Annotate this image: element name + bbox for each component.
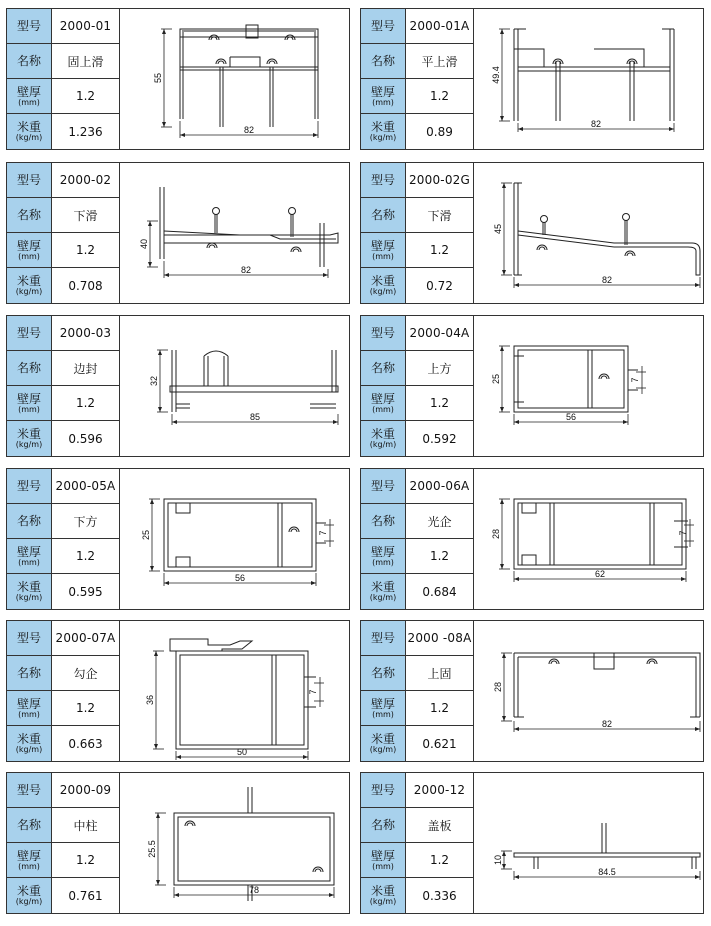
name-row bbox=[361, 504, 473, 539]
profile-card bbox=[6, 315, 350, 457]
width-dimension: 78 bbox=[248, 885, 260, 895]
wall-value: 1.2 bbox=[75, 549, 96, 563]
wall-label: 壁厚 (mm) bbox=[361, 233, 406, 267]
profile-cross-section-svg bbox=[474, 316, 703, 456]
profile-drawing bbox=[120, 469, 349, 609]
weight-row bbox=[361, 114, 473, 149]
name-row bbox=[7, 808, 119, 843]
weight-value: 0.596 bbox=[68, 431, 103, 446]
wall-label: 壁厚 (mm) bbox=[7, 843, 52, 877]
wall-label: 壁厚 (mm) bbox=[361, 843, 406, 877]
wall-row bbox=[7, 539, 119, 574]
weight-label: 米重 (kg/m) bbox=[7, 574, 52, 609]
profile-card bbox=[6, 162, 350, 304]
wall-label: 壁厚 (mm) bbox=[7, 691, 52, 725]
slot-dimension: 7 bbox=[318, 530, 328, 536]
profile-card bbox=[360, 620, 704, 762]
name-row bbox=[7, 351, 119, 386]
weight-value: 0.592 bbox=[422, 431, 457, 446]
profile-drawing bbox=[474, 316, 703, 456]
profile-card bbox=[6, 8, 350, 150]
name-label: 名称 bbox=[361, 656, 406, 690]
slot-dimension: 7 bbox=[308, 689, 318, 695]
weight-row bbox=[7, 421, 119, 456]
profile-cross-section-svg bbox=[474, 621, 703, 761]
model-row bbox=[361, 163, 473, 198]
spec-table bbox=[7, 469, 120, 609]
profile-cross-section-svg bbox=[120, 621, 349, 761]
name-row bbox=[7, 504, 119, 539]
model-label: 型号 bbox=[361, 9, 406, 43]
model-row bbox=[7, 773, 119, 808]
wall-value: 1.2 bbox=[75, 89, 96, 103]
weight-label: 米重 (kg/m) bbox=[7, 878, 52, 913]
wall-row bbox=[361, 539, 473, 574]
wall-label: 壁厚 (mm) bbox=[361, 79, 406, 113]
name-value: 上固 bbox=[427, 666, 452, 681]
wall-value: 1.2 bbox=[75, 853, 96, 867]
profile-cross-section-svg bbox=[474, 773, 703, 913]
profile-cross-section-svg bbox=[120, 163, 349, 303]
name-value: 边封 bbox=[73, 361, 98, 376]
name-row bbox=[7, 44, 119, 79]
name-value: 勾企 bbox=[73, 666, 98, 681]
model-value: 2000-04A bbox=[409, 326, 470, 340]
height-dimension: 28 bbox=[493, 681, 503, 693]
height-dimension: 28 bbox=[491, 528, 501, 540]
wall-label: 壁厚 (mm) bbox=[7, 233, 52, 267]
wall-value: 1.2 bbox=[429, 853, 450, 867]
width-dimension: 56 bbox=[565, 412, 577, 422]
weight-label: 米重 (kg/m) bbox=[361, 878, 406, 913]
width-dimension: 82 bbox=[243, 125, 255, 135]
name-value: 上方 bbox=[427, 361, 452, 376]
model-value: 2000 -08A bbox=[407, 631, 472, 645]
name-label: 名称 bbox=[7, 198, 52, 232]
width-dimension: 82 bbox=[590, 119, 602, 129]
profile-drawing bbox=[474, 621, 703, 761]
profile-cross-section-svg bbox=[474, 9, 703, 149]
width-dimension: 82 bbox=[601, 275, 613, 285]
weight-value: 0.72 bbox=[426, 278, 453, 293]
wall-value: 1.2 bbox=[429, 243, 450, 257]
wall-row bbox=[361, 79, 473, 114]
profile-drawing bbox=[474, 773, 703, 913]
model-label: 型号 bbox=[361, 621, 406, 655]
model-row bbox=[7, 316, 119, 351]
model-label: 型号 bbox=[7, 621, 52, 655]
model-label: 型号 bbox=[361, 469, 406, 503]
profile-card bbox=[6, 468, 350, 610]
name-label: 名称 bbox=[7, 808, 52, 842]
model-value: 2000-09 bbox=[59, 783, 112, 797]
spec-table bbox=[361, 163, 474, 303]
spec-table bbox=[7, 773, 120, 913]
weight-row bbox=[7, 574, 119, 609]
wall-row bbox=[361, 233, 473, 268]
model-row bbox=[7, 163, 119, 198]
model-label: 型号 bbox=[7, 9, 52, 43]
wall-row bbox=[361, 386, 473, 421]
name-value: 固上滑 bbox=[67, 54, 104, 69]
spec-table bbox=[7, 621, 120, 761]
wall-value: 1.2 bbox=[75, 396, 96, 410]
name-label: 名称 bbox=[7, 44, 52, 78]
weight-label: 米重 (kg/m) bbox=[361, 726, 406, 761]
name-row bbox=[361, 44, 473, 79]
profile-card bbox=[360, 468, 704, 610]
width-dimension: 56 bbox=[234, 573, 246, 583]
weight-label: 米重 (kg/m) bbox=[7, 421, 52, 456]
spec-table bbox=[7, 9, 120, 149]
name-label: 名称 bbox=[361, 504, 406, 538]
model-label: 型号 bbox=[7, 773, 52, 807]
wall-row bbox=[7, 79, 119, 114]
width-dimension: 82 bbox=[240, 265, 252, 275]
weight-row bbox=[7, 726, 119, 761]
profile-cross-section-svg bbox=[120, 316, 349, 456]
name-row bbox=[7, 198, 119, 233]
name-value: 下滑 bbox=[73, 208, 98, 223]
name-value: 下方 bbox=[73, 514, 98, 529]
spec-table bbox=[361, 316, 474, 456]
wall-row bbox=[361, 843, 473, 878]
spec-table bbox=[361, 621, 474, 761]
profile-cross-section-svg bbox=[120, 773, 349, 913]
weight-value: 0.336 bbox=[422, 888, 457, 903]
weight-label: 米重 (kg/m) bbox=[361, 114, 406, 149]
width-dimension: 50 bbox=[236, 747, 248, 757]
profile-cross-section-svg bbox=[474, 469, 703, 609]
model-value: 2000-06A bbox=[409, 479, 470, 493]
model-value: 2000-12 bbox=[413, 783, 466, 797]
wall-value: 1.2 bbox=[429, 701, 450, 715]
profile-drawing bbox=[120, 316, 349, 456]
profile-cross-section-svg bbox=[474, 163, 703, 303]
width-dimension: 84.5 bbox=[598, 867, 616, 877]
model-value: 2000-01 bbox=[59, 19, 112, 33]
model-label: 型号 bbox=[7, 316, 52, 350]
height-dimension: 25.5 bbox=[147, 840, 157, 858]
model-row bbox=[7, 9, 119, 44]
name-value: 盖板 bbox=[427, 818, 452, 833]
spec-table bbox=[361, 469, 474, 609]
height-dimension: 55 bbox=[153, 72, 163, 84]
slot-dimension: 7 bbox=[678, 530, 688, 536]
weight-row bbox=[361, 268, 473, 303]
profile-drawing bbox=[120, 163, 349, 303]
height-dimension: 49.4 bbox=[491, 66, 501, 84]
spec-table bbox=[361, 9, 474, 149]
profile-drawing bbox=[120, 773, 349, 913]
model-row bbox=[7, 621, 119, 656]
weight-row bbox=[361, 726, 473, 761]
profile-card bbox=[360, 772, 704, 914]
wall-row bbox=[361, 691, 473, 726]
weight-value: 0.89 bbox=[426, 124, 453, 139]
model-row bbox=[361, 469, 473, 504]
height-dimension: 32 bbox=[149, 375, 159, 387]
spec-table bbox=[361, 773, 474, 913]
profile-drawing bbox=[120, 621, 349, 761]
weight-row bbox=[7, 878, 119, 913]
weight-value: 0.761 bbox=[68, 888, 103, 903]
wall-value: 1.2 bbox=[75, 243, 96, 257]
weight-row bbox=[361, 878, 473, 913]
name-row bbox=[361, 198, 473, 233]
name-value: 中柱 bbox=[73, 818, 98, 833]
width-dimension: 62 bbox=[594, 569, 606, 579]
name-label: 名称 bbox=[361, 351, 406, 385]
name-row bbox=[361, 808, 473, 843]
wall-label: 壁厚 (mm) bbox=[361, 386, 406, 420]
name-value: 平上滑 bbox=[421, 54, 458, 69]
model-label: 型号 bbox=[361, 163, 406, 197]
profile-card bbox=[6, 620, 350, 762]
wall-label: 壁厚 (mm) bbox=[7, 79, 52, 113]
model-label: 型号 bbox=[361, 316, 406, 350]
profile-card bbox=[360, 315, 704, 457]
name-label: 名称 bbox=[361, 44, 406, 78]
model-label: 型号 bbox=[7, 163, 52, 197]
slot-dimension: 7 bbox=[630, 377, 640, 383]
model-row bbox=[361, 773, 473, 808]
weight-label: 米重 (kg/m) bbox=[361, 421, 406, 456]
spec-table bbox=[7, 163, 120, 303]
weight-row bbox=[7, 114, 119, 149]
wall-label: 壁厚 (mm) bbox=[361, 539, 406, 573]
name-row bbox=[7, 656, 119, 691]
profile-card bbox=[360, 162, 704, 304]
height-dimension: 10 bbox=[493, 854, 503, 866]
profile-drawing bbox=[474, 163, 703, 303]
weight-value: 0.663 bbox=[68, 736, 103, 751]
name-row bbox=[361, 351, 473, 386]
height-dimension: 40 bbox=[139, 238, 149, 250]
wall-row bbox=[7, 691, 119, 726]
weight-value: 0.708 bbox=[68, 278, 103, 293]
model-value: 2000-05A bbox=[55, 479, 116, 493]
model-value: 2000-02G bbox=[408, 173, 471, 187]
model-value: 2000-03 bbox=[59, 326, 112, 340]
name-label: 名称 bbox=[7, 504, 52, 538]
weight-row bbox=[361, 574, 473, 609]
model-row bbox=[361, 621, 473, 656]
weight-row bbox=[361, 421, 473, 456]
profile-card bbox=[360, 8, 704, 150]
weight-value: 0.595 bbox=[68, 584, 103, 599]
model-row bbox=[7, 469, 119, 504]
profile-card bbox=[6, 772, 350, 914]
name-label: 名称 bbox=[361, 808, 406, 842]
profile-cross-section-svg bbox=[120, 9, 349, 149]
height-dimension: 25 bbox=[491, 373, 501, 385]
model-row bbox=[361, 316, 473, 351]
name-label: 名称 bbox=[7, 351, 52, 385]
wall-row bbox=[7, 843, 119, 878]
model-value: 2000-01A bbox=[409, 19, 470, 33]
height-dimension: 45 bbox=[493, 223, 503, 235]
profile-drawing bbox=[474, 469, 703, 609]
model-label: 型号 bbox=[7, 469, 52, 503]
width-dimension: 85 bbox=[249, 412, 261, 422]
height-dimension: 36 bbox=[145, 694, 155, 706]
wall-label: 壁厚 (mm) bbox=[7, 386, 52, 420]
weight-value: 0.621 bbox=[422, 736, 457, 751]
model-value: 2000-07A bbox=[55, 631, 116, 645]
weight-row bbox=[7, 268, 119, 303]
wall-value: 1.2 bbox=[429, 396, 450, 410]
weight-label: 米重 (kg/m) bbox=[7, 726, 52, 761]
weight-label: 米重 (kg/m) bbox=[361, 574, 406, 609]
weight-label: 米重 (kg/m) bbox=[7, 268, 52, 303]
profile-cross-section-svg bbox=[120, 469, 349, 609]
profile-drawing bbox=[474, 9, 703, 149]
model-label: 型号 bbox=[361, 773, 406, 807]
model-value: 2000-02 bbox=[59, 173, 112, 187]
weight-label: 米重 (kg/m) bbox=[7, 114, 52, 149]
model-row bbox=[361, 9, 473, 44]
wall-row bbox=[7, 386, 119, 421]
wall-row bbox=[7, 233, 119, 268]
name-label: 名称 bbox=[361, 198, 406, 232]
wall-value: 1.2 bbox=[75, 701, 96, 715]
name-value: 光企 bbox=[427, 514, 452, 529]
name-label: 名称 bbox=[7, 656, 52, 690]
weight-label: 米重 (kg/m) bbox=[361, 268, 406, 303]
width-dimension: 82 bbox=[601, 719, 613, 729]
profile-drawing bbox=[120, 9, 349, 149]
name-value: 下滑 bbox=[427, 208, 452, 223]
wall-label: 壁厚 (mm) bbox=[361, 691, 406, 725]
wall-value: 1.2 bbox=[429, 89, 450, 103]
height-dimension: 25 bbox=[141, 529, 151, 541]
weight-value: 0.684 bbox=[422, 584, 457, 599]
wall-value: 1.2 bbox=[429, 549, 450, 563]
wall-label: 壁厚 (mm) bbox=[7, 539, 52, 573]
weight-value: 1.236 bbox=[68, 124, 103, 139]
name-row bbox=[361, 656, 473, 691]
spec-table bbox=[7, 316, 120, 456]
